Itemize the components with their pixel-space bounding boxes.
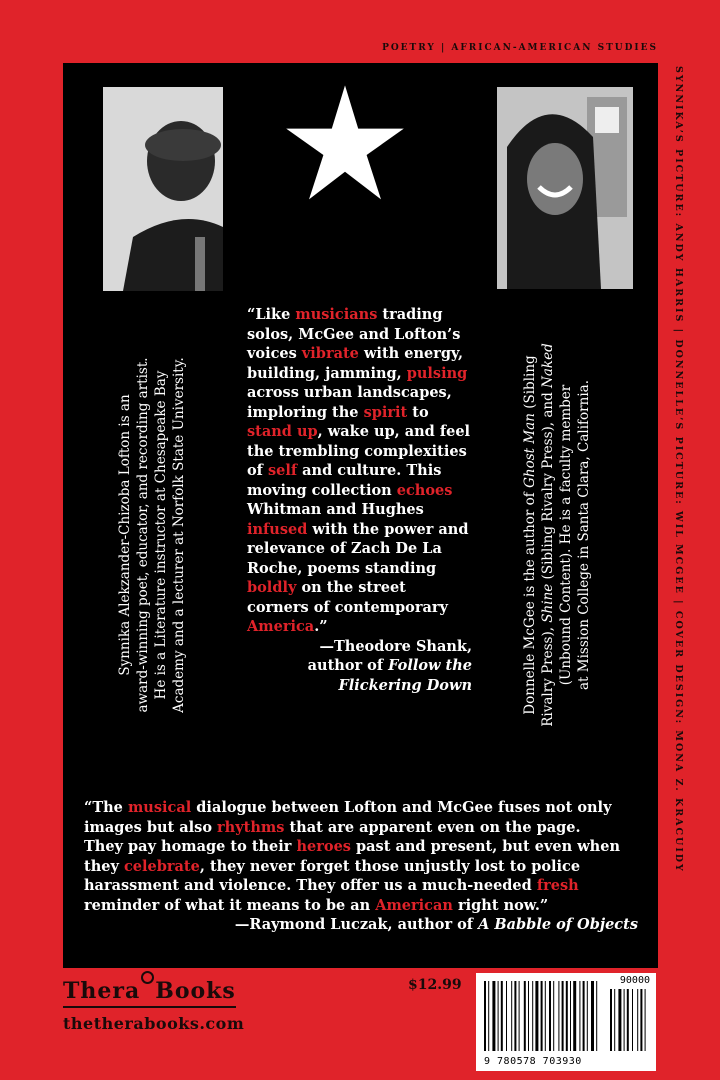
barcode-bar: [541, 981, 543, 1051]
barcode-bar: [553, 981, 554, 1051]
barcode-bar: [566, 981, 568, 1051]
barcode-bar: [519, 981, 520, 1051]
barcode-bar: [573, 981, 576, 1051]
barcode-bar: [524, 981, 526, 1051]
barcode-bar: [558, 981, 559, 1051]
barcode-bar: [645, 989, 646, 1051]
barcode-bar: [492, 981, 495, 1051]
barcode-bar: [562, 981, 564, 1051]
barcode-bar: [498, 981, 499, 1051]
bio-synnika: [116, 315, 188, 755]
blurb-shank: “Like musicians trading solos, McGee and Lofton’s voices vibrate with energy, building, jamming, pulsing across urban landscapes, imploring the spirit to stand up, wake up, and feel the trembling complexities of self and culture. This moving collection echoes Whitman and Hughes infused with the power and relevance of Zach De La Roche, poems standing boldly on the street corners of contemporary America.” —Theodore Shank, author of Follow the Flickering Down: [247, 306, 472, 694]
barcode-bar: [511, 981, 512, 1051]
ring-icon: [141, 971, 154, 984]
barcode-bar: [528, 981, 529, 1051]
price-label: $12.99: [408, 977, 462, 993]
blurb-attribution: —Raymond Luczak, author of A Babble of Objects: [234, 916, 638, 933]
barcode-bar: [488, 981, 489, 1051]
barcode-bar: [549, 981, 551, 1051]
barcode-bar: [624, 989, 625, 1051]
barcode-bar: [637, 989, 638, 1051]
author-photo-left: [103, 87, 223, 291]
publisher-logo: Thera Books: [63, 978, 236, 1008]
isbn-barcode: [476, 973, 656, 1071]
bio-donnelle: [521, 315, 593, 755]
bio-line: Synnika Alekzander-Chizoba Lofton is an: [117, 394, 133, 676]
barcode-bar: [618, 989, 621, 1051]
barcode-bar: [627, 989, 629, 1051]
barcode-bar: [506, 981, 507, 1051]
barcode-bar: [514, 981, 516, 1051]
bio-line: Academy and a lecturer at Norfolk State University.: [171, 357, 187, 713]
isbn-number: 9 780578 703930: [484, 1056, 582, 1067]
barcode-addon: 90000: [619, 975, 650, 986]
back-cover-panel: [63, 63, 658, 968]
bio-line: award-winning poet, educator, and recording artist.: [135, 357, 151, 713]
blurb-attribution: —Theodore Shank,: [319, 637, 472, 655]
barcode-bar: [532, 981, 533, 1051]
category-label: POETRY | AFRICAN-AMERICAN STUDIES: [382, 43, 658, 53]
barcode-bar: [640, 989, 642, 1051]
barcode-bar: [484, 981, 486, 1051]
bio-line: Rivalry Press), Shine (Sibling Rivalry Press), and Naked: [540, 343, 556, 727]
bio-line: Donnelle McGee is the author of Ghost Man (Sibling: [522, 355, 538, 715]
barcode-bar: [579, 981, 580, 1051]
bio-line: (Unbound Content). He is a faculty member: [558, 384, 574, 686]
barcode-bar: [610, 989, 612, 1051]
barcode-bar: [501, 981, 503, 1051]
star-icon: [285, 83, 405, 203]
barcode-bar: [545, 981, 546, 1051]
barcode-bar: [596, 981, 597, 1051]
barcode-bar: [632, 989, 633, 1051]
blurb-luczak: “The musical dialogue between Lofton and McGee fuses not only images but also rhythms that are apparent even on the page. They pay homage to their heroes past and present, but even when they celebrate, they never forget those unjustly lost to police harassment and violence. They offer us a much-needed fresh reminder of what it means to be an American right now.” —Raymond Luczak, author of A Babble of Objects: [84, 798, 644, 935]
barcode-bar: [570, 981, 571, 1051]
barcode-bar: [587, 981, 588, 1051]
barcode-bar: [614, 989, 615, 1051]
publisher-website: thetherabooks.com: [63, 1014, 245, 1033]
author-photo-right: [497, 87, 633, 289]
barcode-bar: [591, 981, 594, 1051]
barcode-bar: [583, 981, 585, 1051]
bio-line: at Mission College in Santa Clara, California.: [576, 380, 592, 690]
barcode-bar: [535, 981, 538, 1051]
spine-credits: SYNNIKA’S PICTURE: ANDY HARRIS | DONNELLE’S PICTURE: WIL MCGEE | COVER DESIGN: MONA Z. KRACUIDY: [673, 66, 684, 873]
bio-line: He is a Literature instructor at Chesapeake Bay: [153, 370, 169, 700]
